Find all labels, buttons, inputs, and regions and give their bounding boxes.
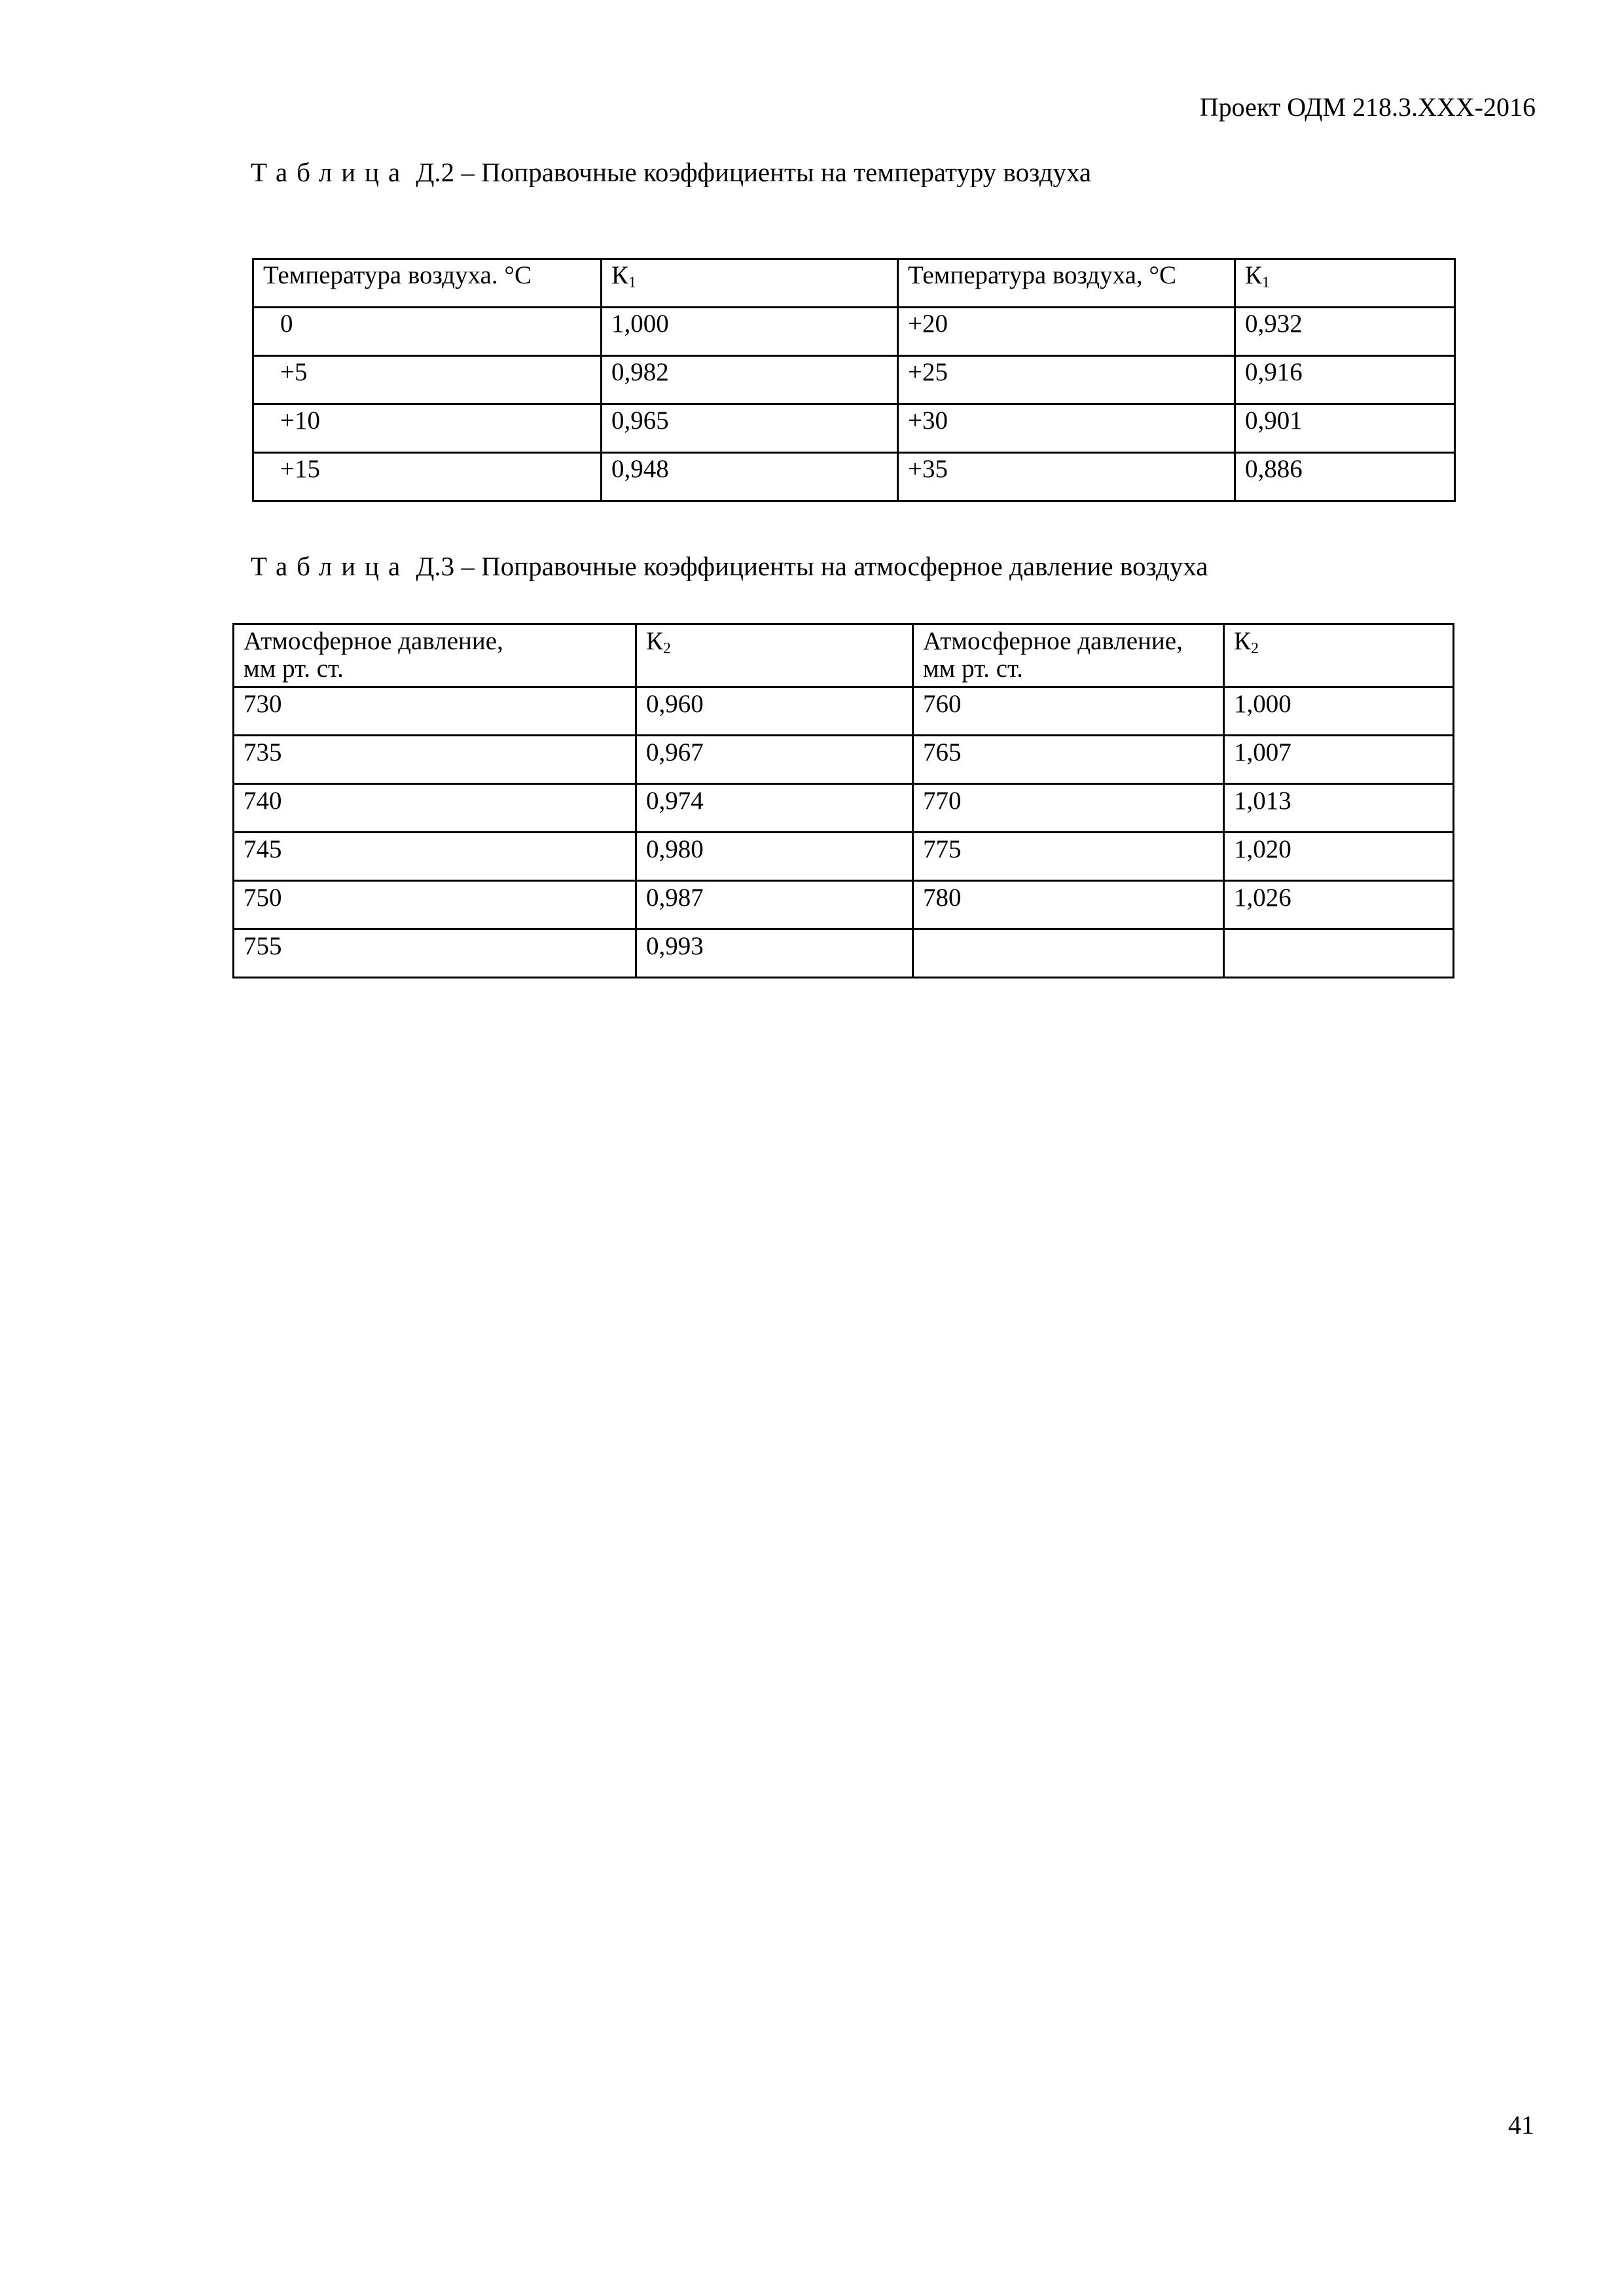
table-d2-header-row bbox=[253, 259, 1455, 308]
table-d3-header-k-left bbox=[636, 624, 913, 687]
table-d2-header-k-left bbox=[602, 259, 898, 308]
table-d3-header-pressure-right-line1: Атмосферное давление, bbox=[923, 627, 1183, 655]
table-cell: +35 bbox=[898, 453, 1235, 501]
table-cell: +25 bbox=[898, 356, 1235, 404]
table-cell: 0,960 bbox=[636, 687, 913, 736]
table-cell: 0,932 bbox=[1235, 308, 1455, 356]
table-d2-header-k-left-base: К bbox=[611, 261, 629, 289]
table-cell: 0,987 bbox=[636, 881, 913, 929]
table-cell: 740 bbox=[234, 784, 636, 833]
table-cell: 775 bbox=[913, 833, 1224, 881]
table-cell: 770 bbox=[913, 784, 1224, 833]
table-cell: 0,916 bbox=[1235, 356, 1455, 404]
table-d2-header-k-right bbox=[1235, 259, 1455, 308]
table-cell: 0,993 bbox=[636, 929, 913, 978]
table-d2-caption bbox=[251, 156, 1091, 188]
table-d2-caption-text: Д.2 – Поправочные коэффициенты на температуру воздуха bbox=[416, 157, 1092, 187]
table-cell: +30 bbox=[898, 404, 1235, 453]
table-cell: 745 bbox=[234, 833, 636, 881]
table-d3-header-pressure-left bbox=[234, 624, 636, 687]
table-d2-header-temp-left: Температура воздуха. °С bbox=[253, 259, 602, 308]
table-d3-header-k-right-base: К bbox=[1234, 627, 1252, 655]
table-row bbox=[253, 453, 1455, 501]
table-d3-header-pressure-right-line2: мм рт. ст. bbox=[923, 655, 1023, 683]
table-cell: 735 bbox=[234, 736, 636, 784]
table-cell: +20 bbox=[898, 308, 1235, 356]
table-cell: +5 bbox=[253, 356, 602, 404]
table-cell: 0,901 bbox=[1235, 404, 1455, 453]
table-cell: 0,980 bbox=[636, 833, 913, 881]
table-cell: 760 bbox=[913, 687, 1224, 736]
table-cell: 0,982 bbox=[602, 356, 898, 404]
table-d3-caption-text: Д.3 – Поправочные коэффициенты на атмосферное давление воздуха bbox=[416, 551, 1208, 581]
table-cell: 0,948 bbox=[602, 453, 898, 501]
table-row bbox=[234, 736, 1454, 784]
table-cell: 1,020 bbox=[1224, 833, 1454, 881]
table-cell bbox=[1224, 929, 1454, 978]
table-cell: 1,013 bbox=[1224, 784, 1454, 833]
table-cell: 1,026 bbox=[1224, 881, 1454, 929]
table-row bbox=[234, 881, 1454, 929]
table-row bbox=[253, 356, 1455, 404]
table-row bbox=[234, 833, 1454, 881]
table-cell: 0,974 bbox=[636, 784, 913, 833]
table-cell: 780 bbox=[913, 881, 1224, 929]
table-d3-caption-word: Таблица bbox=[251, 551, 410, 581]
table-cell: 0,886 bbox=[1235, 453, 1455, 501]
table-d3-header-pressure-left-line2: мм рт. ст. bbox=[244, 655, 344, 683]
table-cell: 750 bbox=[234, 881, 636, 929]
table-d2-header-k-right-base: К bbox=[1245, 261, 1263, 289]
table-d3-header-k-right-sub: 2 bbox=[1251, 640, 1259, 657]
table-cell: +15 bbox=[253, 453, 602, 501]
table-cell: 1,000 bbox=[1224, 687, 1454, 736]
table-cell: 765 bbox=[913, 736, 1224, 784]
table-row bbox=[234, 929, 1454, 978]
table-row bbox=[253, 404, 1455, 453]
table-d2 bbox=[252, 258, 1456, 502]
table-cell: 0,967 bbox=[636, 736, 913, 784]
table-row bbox=[234, 784, 1454, 833]
table-d3-header-k-right bbox=[1224, 624, 1454, 687]
table-cell: 1,000 bbox=[602, 308, 898, 356]
table-d3-header-k-left-base: К bbox=[646, 627, 664, 655]
table-d3 bbox=[232, 623, 1454, 978]
table-d2-header-temp-right: Температура воздуха, °С bbox=[898, 259, 1235, 308]
table-row bbox=[234, 687, 1454, 736]
table-d3-header-pressure-right bbox=[913, 624, 1224, 687]
table-d3-header-row bbox=[234, 624, 1454, 687]
table-d3-caption bbox=[251, 550, 1208, 583]
page-number: 41 bbox=[1508, 2110, 1534, 2140]
table-d2-header-k-left-sub: 1 bbox=[628, 274, 637, 291]
document-header-code: Проект ОДМ 218.3.XXX-2016 bbox=[1199, 92, 1536, 122]
table-cell: 1,007 bbox=[1224, 736, 1454, 784]
table-cell: 0 bbox=[253, 308, 602, 356]
table-d2-header-k-right-sub: 1 bbox=[1262, 274, 1271, 291]
table-d3-header-k-left-sub: 2 bbox=[663, 640, 672, 657]
table-cell: 730 bbox=[234, 687, 636, 736]
table-cell: 755 bbox=[234, 929, 636, 978]
table-cell: 0,965 bbox=[602, 404, 898, 453]
table-row bbox=[253, 308, 1455, 356]
table-d2-caption-word: Таблица bbox=[251, 157, 410, 187]
table-d3-header-pressure-left-line1: Атмосферное давление, bbox=[244, 627, 503, 655]
table-cell: +10 bbox=[253, 404, 602, 453]
table-cell bbox=[913, 929, 1224, 978]
